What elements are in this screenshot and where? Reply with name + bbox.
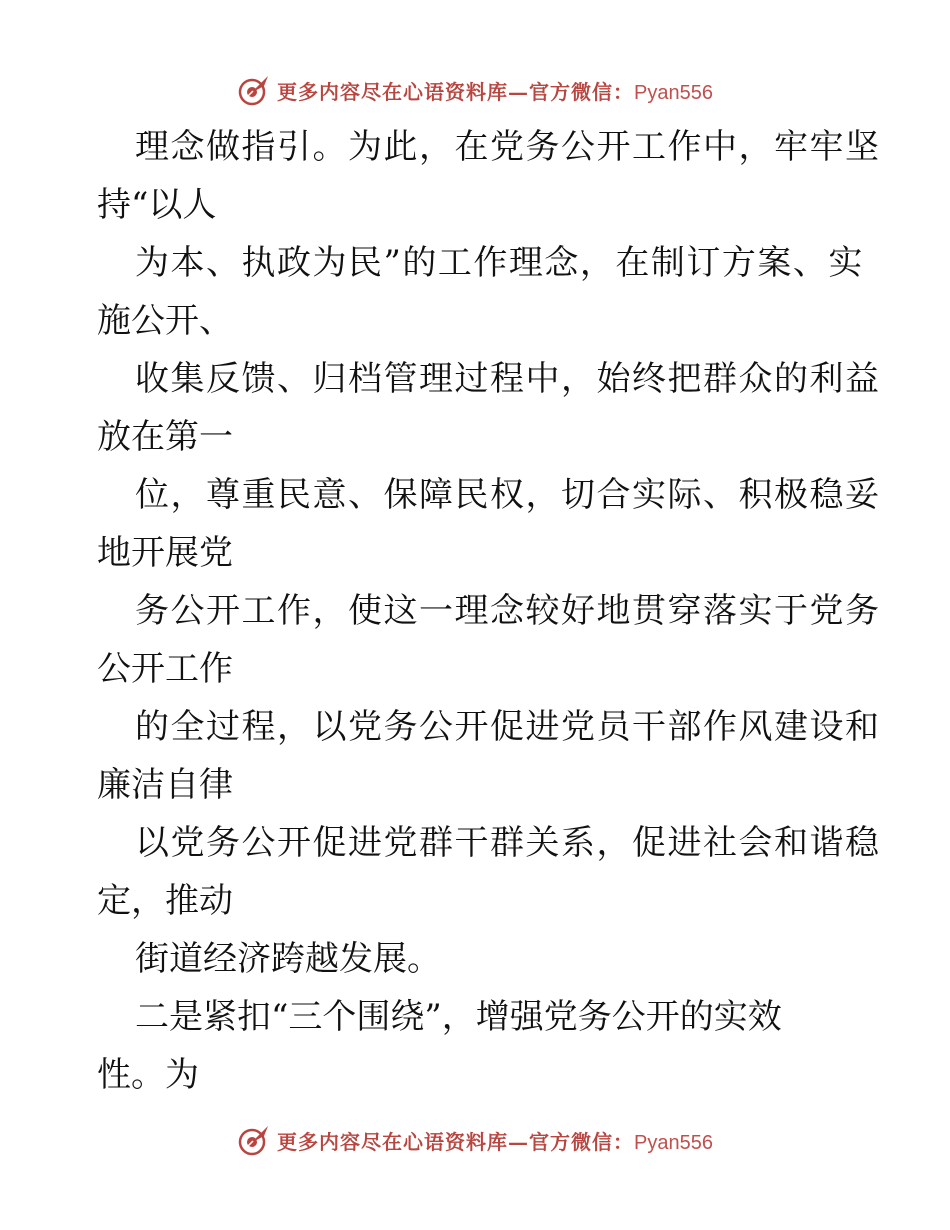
header-watermark: [0, 70, 950, 110]
text-line: 以党务公开促进党群干群关系，促进社会和谐稳: [135, 823, 881, 863]
watermark-text: [277, 76, 713, 105]
text-line: 理念做指引。为此，在党务公开工作中，牢牢坚: [135, 127, 881, 167]
quill-seal-icon: [237, 73, 271, 107]
document-body: [97, 118, 881, 1104]
text-line: 性。为: [97, 1055, 199, 1095]
watermark-group: [237, 73, 713, 107]
footer-watermark: [0, 1120, 950, 1160]
watermark-text: [277, 1126, 713, 1155]
text-line: 廉洁自律: [97, 765, 233, 805]
text-line: 的全过程，以党务公开促进党员干部作风建设和: [135, 707, 881, 747]
text-line: 施公开、: [97, 301, 233, 341]
watermark-wechat-id: Pyan556: [634, 81, 713, 104]
text-line: 放在第一: [97, 417, 233, 457]
text-line: 街道经济跨越发展。: [135, 939, 441, 979]
text-line: 位，尊重民意、保障民权，切合实际、积极稳妥: [135, 475, 881, 515]
text-line: 定，推动: [97, 881, 233, 921]
watermark-wechat-id: Pyan556: [634, 1131, 713, 1154]
watermark-group: [237, 1123, 713, 1157]
text-line: 地开展党: [97, 533, 233, 573]
watermark-label: 更多内容尽在心语资料库—官方微信：: [277, 79, 635, 104]
text-line: 务公开工作，使这一理念较好地贯穿落实于党务: [135, 591, 881, 631]
text-line: 收集反馈、归档管理过程中，始终把群众的利益: [135, 359, 881, 399]
text-line: 持“以人: [97, 185, 217, 225]
text-line: 为本、执政为民”的工作理念，在制订方案、实: [135, 243, 864, 283]
text-line: 公开工作: [97, 649, 233, 689]
text-line: 二是紧扣“三个围绕”，增强党务公开的实效: [135, 997, 782, 1037]
watermark-label: 更多内容尽在心语资料库—官方微信：: [277, 1129, 635, 1154]
quill-seal-icon: [237, 1123, 271, 1157]
